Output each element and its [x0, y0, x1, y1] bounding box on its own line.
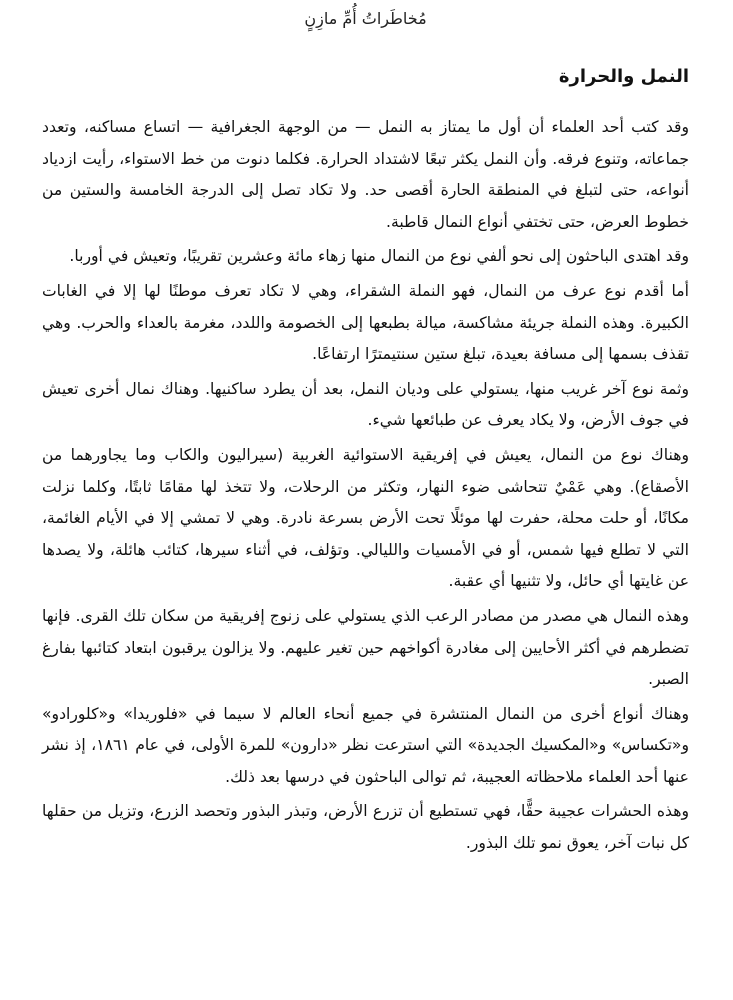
document-page [42, 0, 689, 1000]
running-header: مُخاطَراتُ أُمِّ مازِنٍ [304, 9, 427, 28]
section-title: النمل والحرارة [558, 66, 689, 87]
paragraph: وهناك أنواع أخرى من النمال المنتشرة في جميع أنحاء العالم لا سيما في «فلوريدا» و«كلورادو» و«تكساس» و«المكسيك الجديدة» التي استرعت نظر «دارون» للمرة الأولى، في عام ١٨٦١، إذ نشر عنها أحد العلماء ملاحظاته العجيبة، ثم توالى الباحثون في درسها بعد ذلك. [42, 704, 689, 786]
paragraph: وثمة نوع آخر غريب منها، يستولي على وديان النمل، بعد أن يطرد ساكنيها. وهناك نمال أخرى تعيش في جوف الأرض، ولا يكاد يعرف عن طبائعها شيء. [42, 379, 689, 430]
paragraph: أما أقدم نوع عرف من النمال، فهو النملة الشقراء، وهي لا تكاد تعرف موطنًا لها إلا في الغابات الكبيرة. وهذه النملة جريئة مشاكسة، ميالة بطبعها إلى الخصومة واللدد، مغرمة بالعداء والحرب. وهي تقذف بسمها إلى مسافة بعيدة، تبلغ ستين سنتيمترًا ارتفاعًا. [42, 281, 689, 364]
paragraph: وهذه الحشرات عجيبة حقًّا، فهي تستطيع أن تزرع الأرض، وتبذر البذور وتحصد الزرع، وتزيل من حقلها كل نبات آخر، يعوق نمو تلك البذور. [42, 802, 689, 853]
paragraph: وهذه النمال هي مصدر من مصادر الرعب الذي يستولي على زنوج إفريقية من سكان تلك القرى. فإنها تضطرهم في أكثر الأحايين إلى مغادرة أكواخهم حين تغير عليهم. ولا يزالون يرقبون ابتعاد كتائبها بفارغ الصبر. [42, 606, 689, 689]
paragraph: وقد اهتدى الباحثون إلى نحو ألفي نوع من النمال منها زهاء مائة وعشرين تقريبًا، وتعيش في أوربا. [69, 247, 689, 266]
paragraph: وهناك نوع من النمال، يعيش في إفريقية الاستوائية الغربية (سيراليون والكاب وما يجاورهما من الأصقاع). وهي عَمْيٌ تتحاشى ضوء النهار، وتكثر من الرحلات، ولا تتخذ لها مقامًا ثابتًا، وكلما نزلت مكانًا، أو حلت محلة، حفرت لها موئلًا تحت الأرض بسرعة نادرة. وهي لا تمشي إلا في الأيام الغائمة، التي لا تطلع فيها شمس، أو في الأمسيات والليالي. وتؤلف، في أثناء سيرها، كتائب هائلة، ولا يصدها عن غايتها أي حائل، ولا تثنيها أي عقبة. [42, 445, 689, 591]
paragraph: وقد كتب أحد العلماء أن أول ما يمتاز به النمل — من الوجهة الجغرافية — اتساع مساكنه، وتعدد جماعاته، وتنوع فرقه. وأن النمل يكثر تبعًا لاشتداد الحرارة. فكلما دنوت من خط الاستواء، رأيت ازدياد أنواعه، حتى لتبلغ في المنطقة الحارة أقصى حد. ولا تكاد تصل إلى الدرجة الخامسة والستين من خطوط العرض، حتى تختفي أنواع النمال قاطبة. [42, 118, 689, 231]
body-text [42, 112, 689, 863]
